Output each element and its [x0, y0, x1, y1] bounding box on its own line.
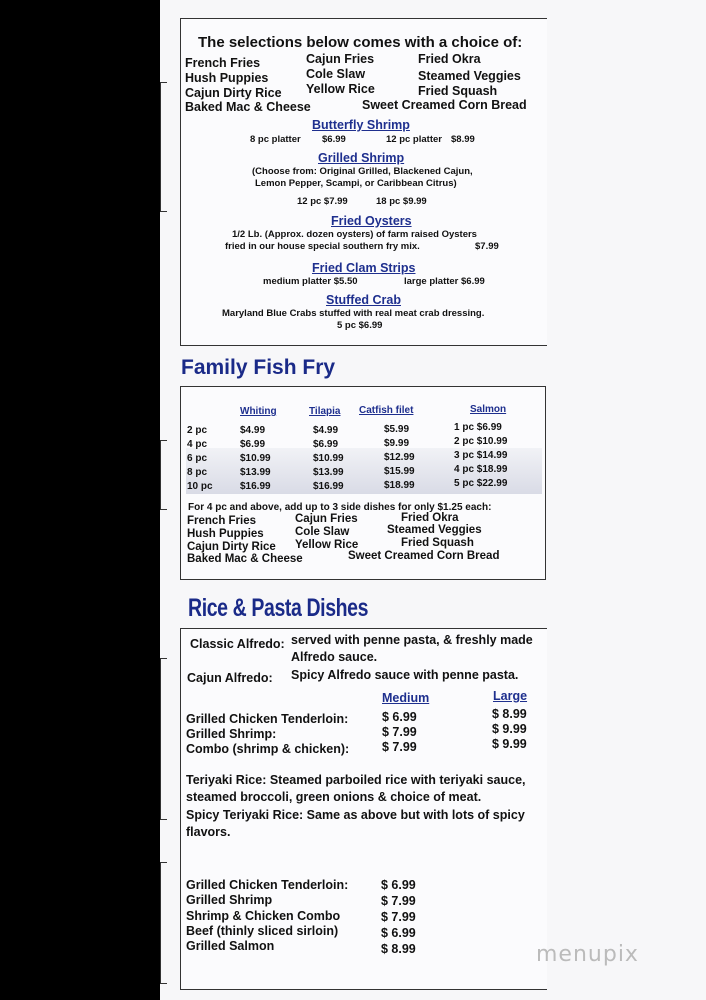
rice-pasta-title: Rice & Pasta Dishes [188, 594, 369, 622]
table-cell: $5.99 [384, 424, 410, 435]
margin-bracket [160, 658, 167, 820]
table-row-pc: 4 pc [187, 439, 208, 450]
alfredo-item-medium: $ 7.99 [382, 725, 417, 739]
side-item: French Fries [187, 515, 257, 527]
alfredo-item-name: Grilled Shrimp: [186, 727, 277, 741]
side-item: Cole Slaw [306, 67, 366, 81]
table-cell: 4 pc $18.99 [454, 464, 508, 475]
fried-oysters-desc: 1/2 Lb. (Approx. dozen oysters) of farm raised Oysters [232, 229, 477, 240]
fried-oysters-price: $7.99 [475, 241, 499, 252]
table-row-pc: 10 pc [187, 481, 213, 492]
teriyaki-item-name: Shrimp & Chicken Combo [186, 909, 341, 923]
side-item: Steamed Veggies [418, 69, 521, 83]
stuffed-crab-desc: Maryland Blue Crabs stuffed with real meat crab dressing. [222, 308, 485, 319]
fried-clam-medium: medium platter $5.50 [263, 276, 358, 287]
teriyaki-item-price: $ 8.99 [381, 942, 416, 956]
side-item: Fried Okra [401, 512, 459, 524]
side-item: Steamed Veggies [387, 524, 482, 536]
classic-alfredo-desc: Alfredo sauce. [291, 650, 378, 664]
col-header-catfish: Catfish filet [359, 405, 414, 416]
teriyaki-item-price: $ 7.99 [381, 894, 416, 908]
teriyaki-item-price: $ 6.99 [381, 926, 416, 940]
teriyaki-item-name: Grilled Salmon [186, 939, 275, 953]
menupix-watermark: menupix [536, 942, 639, 967]
spicy-teriyaki-desc: flavors. [186, 825, 231, 839]
butterfly-shrimp-title: Butterfly Shrimp [312, 118, 410, 132]
alfredo-item-name: Combo (shrimp & chicken): [186, 742, 350, 756]
table-cell: $12.99 [384, 452, 415, 463]
classic-alfredo-label: Classic Alfredo: [190, 637, 285, 651]
stuffed-crab-title: Stuffed Crab [326, 293, 401, 307]
table-cell: $4.99 [313, 425, 339, 436]
table-row-pc: 8 pc [187, 467, 208, 478]
fried-clam-title: Fried Clam Strips [312, 261, 416, 275]
side-item: Hush Puppies [187, 528, 264, 540]
side-item: Cajun Fries [306, 52, 375, 66]
table-cell: $16.99 [313, 481, 344, 492]
table-cell: $9.99 [384, 438, 410, 449]
table-cell: $4.99 [240, 425, 266, 436]
margin-bracket [160, 82, 167, 212]
fish-fry-sides-note: For 4 pc and above, add up to 3 side dishes for only $1.25 each: [188, 502, 492, 513]
fried-oysters-desc: fried in our house special southern fry mix. [225, 241, 420, 252]
side-item: Baked Mac & Cheese [187, 553, 303, 565]
grilled-shrimp-title: Grilled Shrimp [318, 151, 405, 165]
side-item: French Fries [185, 56, 261, 70]
butterfly-12pc-label: 12 pc platter [386, 134, 442, 145]
cajun-alfredo-label: Cajun Alfredo: [187, 671, 273, 685]
teriyaki-item-name: Beef (thinly sliced sirloin) [186, 924, 339, 938]
grilled-shrimp-desc: (Choose from: Original Grilled, Blackened Cajun, [252, 166, 473, 177]
table-cell: 1 pc $6.99 [454, 422, 502, 433]
alfredo-item-large: $ 9.99 [492, 737, 527, 751]
classic-alfredo-desc: served with penne pasta, & freshly made [291, 633, 533, 647]
table-row-pc: 2 pc [187, 425, 208, 436]
side-item: Cajun Dirty Rice [185, 86, 282, 100]
fried-oysters-title: Fried Oysters [331, 214, 412, 228]
col-header-salmon: Salmon [470, 404, 507, 415]
margin-bracket [160, 862, 167, 984]
margin-bracket [160, 440, 167, 510]
table-cell: $15.99 [384, 466, 415, 477]
alfredo-item-large: $ 8.99 [492, 707, 527, 721]
stuffed-crab-price: 5 pc $6.99 [337, 320, 383, 331]
side-item: Yellow Rice [295, 539, 359, 551]
side-item: Baked Mac & Cheese [185, 100, 311, 114]
teriyaki-item-price: $ 7.99 [381, 910, 416, 924]
table-cell: $6.99 [240, 439, 266, 450]
col-header-large: Large [493, 689, 528, 703]
table-cell: $10.99 [313, 453, 344, 464]
side-item: Fried Okra [418, 52, 481, 66]
side-item: Cajun Fries [295, 513, 358, 525]
table-cell: 2 pc $10.99 [454, 436, 508, 447]
side-item: Sweet Creamed Corn Bread [348, 550, 500, 562]
fried-clam-large: large platter $6.99 [404, 276, 485, 287]
family-fish-fry-title: Family Fish Fry [181, 356, 336, 379]
teriyaki-item-price: $ 6.99 [381, 878, 416, 892]
alfredo-item-medium: $ 7.99 [382, 740, 417, 754]
grilled-shrimp-18pc: 18 pc $9.99 [376, 196, 427, 207]
teriyaki-desc: Teriyaki Rice: Steamed parboiled rice with teriyaki sauce, [186, 773, 526, 787]
cajun-alfredo-desc: Spicy Alfredo sauce with penne pasta. [291, 668, 519, 682]
col-header-medium: Medium [382, 691, 430, 705]
side-item: Yellow Rice [306, 82, 375, 96]
side-item: Hush Puppies [185, 71, 269, 85]
side-item: Fried Squash [401, 537, 474, 549]
col-header-whiting: Whiting [240, 406, 277, 417]
table-cell: $6.99 [313, 439, 339, 450]
spicy-teriyaki-desc: Spicy Teriyaki Rice: Same as above but with lots of spicy [186, 808, 525, 822]
alfredo-item-name: Grilled Chicken Tenderloin: [186, 712, 349, 726]
butterfly-8pc-label: 8 pc platter [250, 134, 301, 145]
teriyaki-item-name: Grilled Shrimp [186, 893, 273, 907]
side-item: Sweet Creamed Corn Bread [362, 98, 527, 112]
alfredo-item-medium: $ 6.99 [382, 710, 417, 724]
col-header-tilapia: Tilapia [309, 406, 341, 417]
table-cell: 5 pc $22.99 [454, 478, 508, 489]
grilled-shrimp-12pc: 12 pc $7.99 [297, 196, 348, 207]
side-item: Fried Squash [418, 84, 498, 98]
butterfly-8pc-price: $6.99 [322, 134, 346, 145]
butterfly-12pc-price: $8.99 [451, 134, 475, 145]
alfredo-item-large: $ 9.99 [492, 722, 527, 736]
table-row-pc: 6 pc [187, 453, 208, 464]
table-cell: $10.99 [240, 453, 271, 464]
teriyaki-item-name: Grilled Chicken Tenderloin: [186, 878, 349, 892]
table-cell: $16.99 [240, 481, 271, 492]
teriyaki-desc: steamed broccoli, green onions & choice of meat. [186, 790, 482, 804]
grilled-shrimp-desc: Lemon Pepper, Scampi, or Caribbean Citrus) [255, 178, 457, 189]
table-cell: 3 pc $14.99 [454, 450, 508, 461]
side-item: Cajun Dirty Rice [187, 541, 276, 553]
table-cell: $13.99 [240, 467, 271, 478]
side-item: Cole Slaw [295, 526, 350, 538]
table-cell: $18.99 [384, 480, 415, 491]
table-cell: $13.99 [313, 467, 344, 478]
choice-heading: The selections below comes with a choice of: [198, 34, 523, 51]
